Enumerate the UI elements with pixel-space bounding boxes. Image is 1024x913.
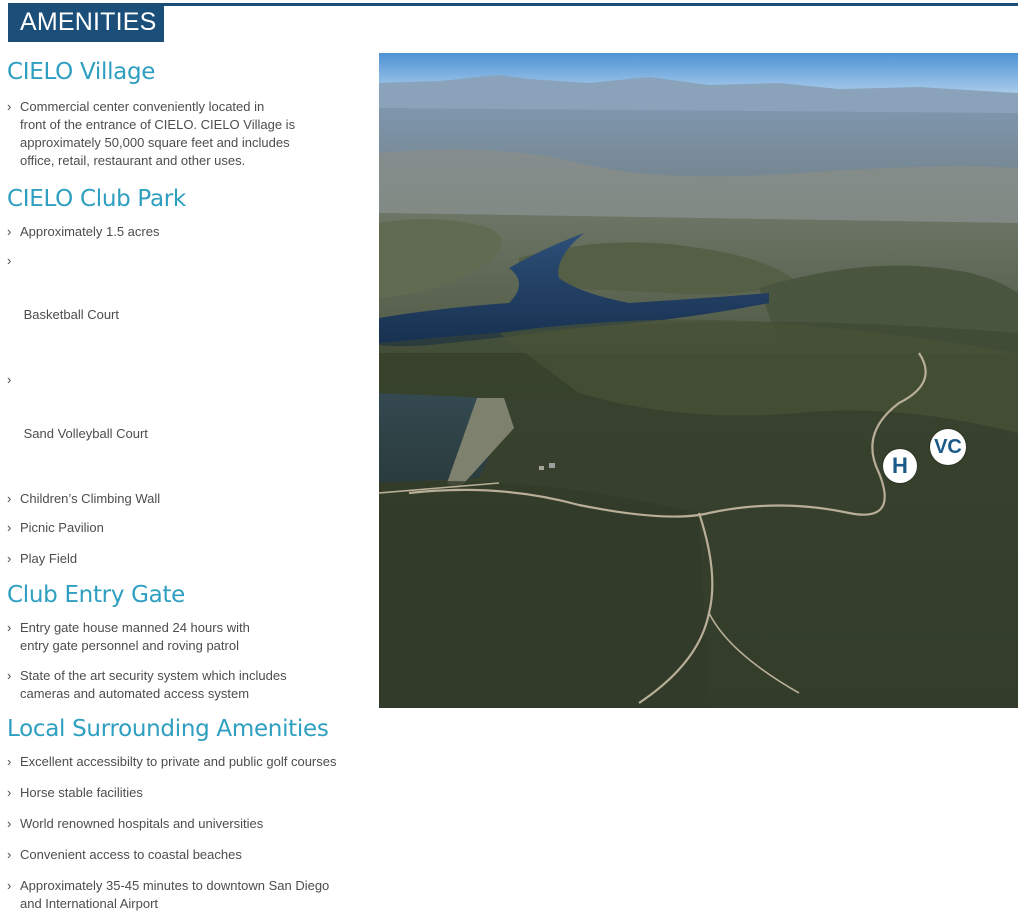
list-item: › Sand Volleyball Court: [7, 372, 148, 441]
chevron-right-icon: ›: [7, 668, 12, 683]
section-heading-local-amenities: Local Surrounding Amenities: [7, 716, 329, 742]
list-item: › World renowned hospitals and universities: [7, 816, 264, 831]
list-item: › Approximately 1.5 acres: [7, 224, 160, 239]
chevron-right-icon: ›: [7, 520, 12, 535]
list-item: › Children’s Climbing Wall: [7, 491, 161, 506]
chevron-right-icon: ›: [7, 224, 12, 239]
map-marker-h[interactable]: H: [883, 449, 917, 483]
building-icon: [549, 463, 555, 468]
chevron-right-icon: ›: [7, 620, 12, 635]
list-item: › Play Field: [7, 551, 78, 566]
aerial-photo: [379, 53, 1018, 708]
chevron-right-icon: ›: [7, 253, 12, 268]
section-heading-cielo-village: CIELO Village: [7, 59, 156, 85]
chevron-right-icon: ›: [7, 785, 12, 800]
section-heading-entry-gate: Club Entry Gate: [7, 582, 186, 608]
chevron-right-icon: ›: [7, 491, 12, 506]
chevron-right-icon: ›: [7, 847, 12, 862]
list-item: › Picnic Pavilion: [7, 520, 104, 535]
page-title: AMENITIES: [8, 3, 164, 42]
list-item: › Entry gate house manned 24 hours with entry gate personnel and roving patrol: [7, 620, 250, 653]
chevron-right-icon: ›: [7, 372, 12, 387]
chevron-right-icon: ›: [7, 551, 12, 566]
chevron-right-icon: ›: [7, 816, 12, 831]
chevron-right-icon: ›: [7, 754, 12, 769]
chevron-right-icon: ›: [7, 99, 12, 114]
list-item: › Approximately 35-45 minutes to downtown San Diego and International Airport: [7, 878, 330, 911]
chevron-right-icon: ›: [7, 878, 12, 893]
list-item: › Horse stable facilities: [7, 785, 143, 800]
list-item: › Basketball Court: [7, 253, 119, 322]
section-heading-club-park: CIELO Club Park: [7, 186, 186, 212]
list-item: › Convenient access to coastal beaches: [7, 847, 242, 862]
aerial-landscape-illustration: [379, 53, 1018, 708]
map-marker-vc[interactable]: VC: [930, 429, 966, 465]
list-item: › State of the art security system which includes cameras and automated access system: [7, 668, 287, 701]
list-item: › Excellent accessibilty to private and public golf courses: [7, 754, 337, 769]
amenities-column: [7, 58, 367, 913]
list-item: › Commercial center conveniently located in front of the entrance of CIELO. CIELO Village is approximately 50,000 square feet and includes office, retail, restaurant and other uses.: [7, 99, 296, 168]
building-icon: [539, 466, 544, 470]
